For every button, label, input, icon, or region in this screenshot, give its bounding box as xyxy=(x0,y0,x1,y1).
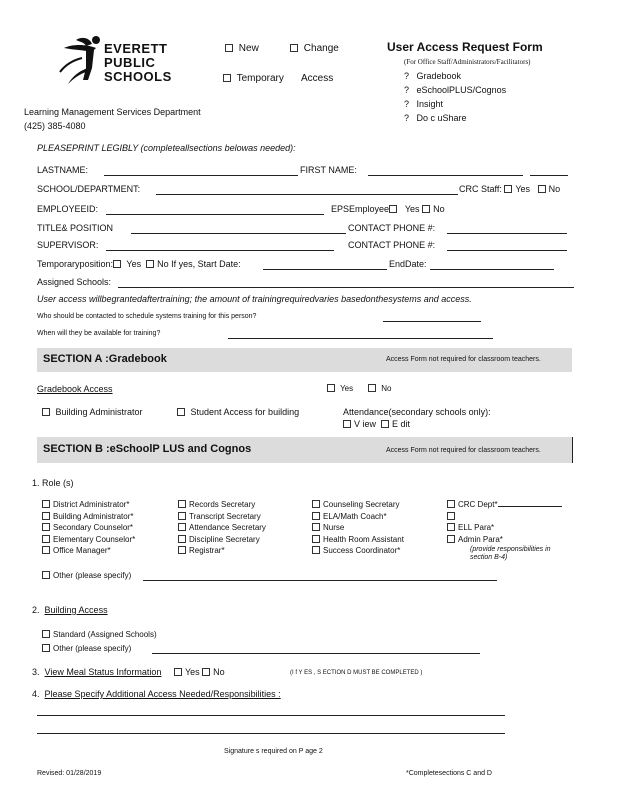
instructions: PLEASEPRINT LEGIBLY (completeallsections belowas needed): xyxy=(37,143,296,153)
gradebook-access-label: Gradebook Access xyxy=(37,384,113,394)
role-option[interactable]: Nurse xyxy=(312,522,404,534)
first-name-field[interactable] xyxy=(368,175,523,176)
option-access-label: Access xyxy=(301,73,334,84)
roles-column-4 xyxy=(447,499,562,545)
contact-phone-label-1: CONTACT PHONE #: xyxy=(348,223,436,233)
training-note: User access willbegrantedaftertraining; the amount of trainingrequiredvaries basedonthesystems and access. xyxy=(37,294,472,304)
option-new[interactable]: New xyxy=(225,43,259,54)
roles-column-3 xyxy=(312,499,404,557)
availability-question: When will they be available for training? xyxy=(37,330,161,337)
contact-phone-label-2: CONTACT PHONE #: xyxy=(348,240,436,250)
standard-access-checkbox[interactable] xyxy=(42,630,50,638)
section-a-note: Access Form not required for classroom teachers. xyxy=(386,356,541,363)
meal-note: (I f Y ES , S ECTION D MUST BE COMPLETED ) xyxy=(290,670,423,676)
provide-note: (provide responsibilities in section B-4) xyxy=(470,546,551,561)
temp-yes-checkbox[interactable] xyxy=(113,260,121,268)
role-option[interactable]: Counseling Secretary xyxy=(312,499,404,511)
logo-line-3: SCHOOLS xyxy=(104,69,172,84)
logo-line-1: EVERETT xyxy=(104,41,168,56)
availability-field[interactable] xyxy=(228,338,493,339)
supervisor-field[interactable] xyxy=(106,250,334,251)
form-subtitle: (For Office Staff/Administrators/Facilitators) xyxy=(404,58,531,66)
crc-no-checkbox[interactable] xyxy=(538,185,546,193)
department-name: Learning Management Services Department xyxy=(24,107,201,117)
role-option[interactable] xyxy=(447,511,562,523)
change-checkbox[interactable] xyxy=(290,44,298,52)
roles-column-1 xyxy=(42,499,135,557)
supervisor-label: SUPERVISOR: xyxy=(37,240,99,250)
role-option[interactable]: Building Administrator* xyxy=(42,511,135,523)
title-position-field[interactable] xyxy=(131,233,346,234)
section-b-note: Access Form not required for classroom teachers. xyxy=(386,447,541,454)
contact-question: Who should be contacted to schedule systems training for this person? xyxy=(37,313,257,320)
employee-id-field[interactable] xyxy=(106,214,324,215)
school-dept-field[interactable] xyxy=(156,194,458,195)
employee-id-label: EMPLOYEEID: xyxy=(37,204,99,214)
end-date-field[interactable] xyxy=(430,269,554,270)
roles-column-2 xyxy=(178,499,266,557)
gradebook-no-checkbox[interactable] xyxy=(368,384,376,392)
role-heading: 1. Role (s) xyxy=(32,478,74,488)
view-checkbox[interactable] xyxy=(343,420,351,428)
option-change[interactable]: Change xyxy=(290,43,339,54)
section-a-header xyxy=(37,348,572,372)
title-position-label: TITLE& POSITION xyxy=(37,223,114,233)
assigned-schools-field[interactable] xyxy=(118,287,574,288)
first-name-label: FIRST NAME: xyxy=(300,165,357,175)
last-name-field[interactable] xyxy=(104,175,298,176)
system-item: ? Insight xyxy=(404,99,444,109)
gradebook-yes-checkbox[interactable] xyxy=(327,384,335,392)
other-role-option[interactable]: Other (please specify) xyxy=(42,571,131,580)
role-option[interactable]: Office Manager* xyxy=(42,545,135,557)
department-phone: (425) 385-4080 xyxy=(24,121,86,131)
section-b-header xyxy=(37,437,573,463)
contact-person-field[interactable] xyxy=(383,321,481,322)
complete-sections-note: *Completesections C and D xyxy=(406,770,492,777)
student-access-checkbox[interactable] xyxy=(177,408,185,416)
role-option[interactable]: Registrar* xyxy=(178,545,266,557)
role-option[interactable]: ELA/Math Coach* xyxy=(312,511,404,523)
system-item: ? eSchoolPLUS/Cognos xyxy=(404,85,507,95)
logo-line-2: PUBLIC xyxy=(104,55,156,70)
role-option[interactable]: Records Secretary xyxy=(178,499,266,511)
eps-checkbox[interactable] xyxy=(389,205,397,213)
building-access-heading: 2. Building Access xyxy=(32,605,108,615)
additional-access-line-2[interactable] xyxy=(37,733,505,734)
contact-phone-field-2[interactable] xyxy=(447,250,567,251)
section-a-title: SECTION A :Gradebook xyxy=(43,353,167,365)
contact-phone-field-1[interactable] xyxy=(447,233,567,234)
standard-access-option[interactable]: Standard (Assigned Schools) xyxy=(42,630,157,639)
gradebook-no-option[interactable]: No xyxy=(368,384,391,393)
additional-access-heading: 4. Please Specify Additional Access Needed/Responsibilities : xyxy=(32,689,281,699)
other-role-checkbox[interactable] xyxy=(42,571,50,579)
meal-no-checkbox[interactable] xyxy=(202,668,210,676)
other-access-checkbox[interactable] xyxy=(42,644,50,652)
school-dept-label: SCHOOL/DEPARTMENT: xyxy=(37,184,141,194)
attendance-options: V iew E dit xyxy=(343,419,410,429)
role-option[interactable]: Secondary Counselor* xyxy=(42,522,135,534)
system-item: ? Gradebook xyxy=(404,71,462,81)
last-name-label: LASTNAME: xyxy=(37,165,89,175)
end-date-label: EndDate: xyxy=(389,259,427,269)
revised-date: Revised: 01/28/2019 xyxy=(37,770,102,777)
other-role-field[interactable] xyxy=(143,580,497,581)
gradebook-yes-option[interactable]: Yes xyxy=(327,384,353,393)
eps-no-checkbox[interactable] xyxy=(422,205,430,213)
meal-yes-checkbox[interactable] xyxy=(174,668,182,676)
systems-list xyxy=(404,69,506,125)
role-option[interactable]: Attendance Secretary xyxy=(178,522,266,534)
option-temporary[interactable]: Temporary xyxy=(223,73,284,84)
other-access-field[interactable] xyxy=(152,653,480,654)
form-title: User Access Request Form xyxy=(387,40,543,54)
role-option[interactable]: Discipline Secretary xyxy=(178,534,266,546)
section-b-title: SECTION B :eSchoolP LUS and Cognos xyxy=(43,443,252,455)
district-logo xyxy=(56,34,186,90)
new-checkbox[interactable] xyxy=(225,44,233,52)
middle-initial-field[interactable] xyxy=(530,175,568,176)
role-option[interactable]: Success Coordinator* xyxy=(312,545,404,557)
temp-no-checkbox[interactable] xyxy=(146,260,154,268)
role-option[interactable]: ELL Para* xyxy=(447,522,562,534)
attendance-label: Attendance(secondary schools only): xyxy=(343,407,491,417)
role-option[interactable]: Health Room Assistant xyxy=(312,534,404,546)
temp-position-row: Temporaryposition: Yes No If yes, Start Date: xyxy=(37,259,241,269)
role-option[interactable]: Admin Para* xyxy=(447,534,562,546)
meal-status-row: 3. View Meal Status Information Yes No xyxy=(32,667,225,677)
crc-staff-label: CRC Staff: Yes No xyxy=(459,184,561,194)
building-admin-checkbox[interactable] xyxy=(42,408,50,416)
role-option[interactable]: District Administrator* xyxy=(42,499,135,511)
signature-note: Signature s required on P age 2 xyxy=(224,748,323,755)
building-admin-option[interactable]: Building Administrator xyxy=(42,407,143,417)
role-option[interactable]: CRC Dept* xyxy=(447,499,562,511)
crc-yes-checkbox[interactable] xyxy=(504,185,512,193)
other-access-option[interactable]: Other (please specify) xyxy=(42,644,131,653)
system-item: ? Do c uShare xyxy=(404,113,467,123)
edit-checkbox[interactable] xyxy=(381,420,389,428)
temporary-checkbox[interactable] xyxy=(223,74,231,82)
additional-access-line-1[interactable] xyxy=(37,715,505,716)
start-date-field[interactable] xyxy=(263,269,387,270)
student-access-option[interactable]: Student Access for building xyxy=(177,407,299,417)
role-option[interactable]: Elementary Counselor* xyxy=(42,534,135,546)
eps-employee-label: EPSEmployee Yes No xyxy=(331,204,445,214)
assigned-schools-label: Assigned Schools: xyxy=(37,277,112,287)
role-option[interactable]: Transcript Secretary xyxy=(178,511,266,523)
